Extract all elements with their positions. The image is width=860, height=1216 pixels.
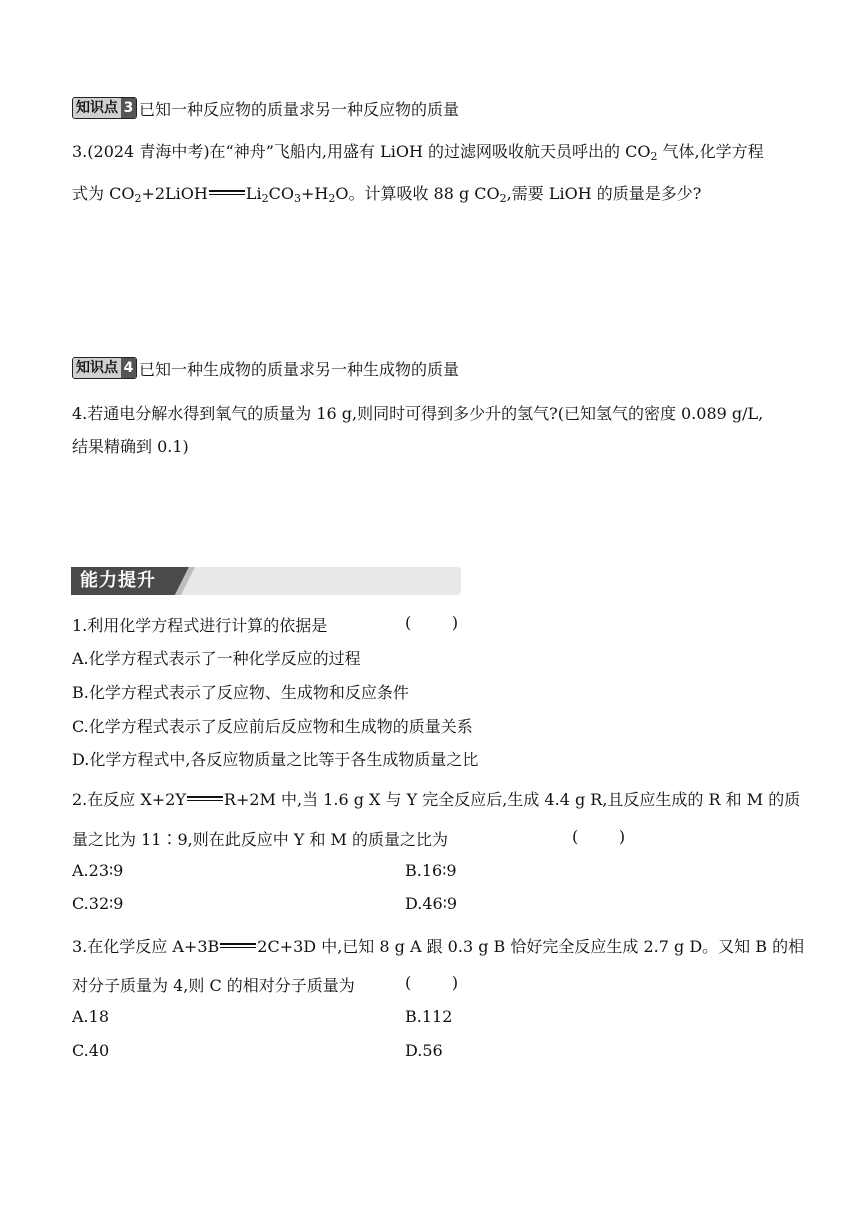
subscript: 3	[293, 192, 301, 205]
badge-label: 知识点	[73, 358, 121, 378]
q3-text: ,需要 LiOH 的质量是多少?	[506, 184, 702, 203]
option-d: D.56	[405, 1041, 443, 1060]
q3-text: CO	[268, 184, 294, 203]
subscript: 2	[499, 192, 507, 205]
knowledge-point-badge	[72, 357, 137, 379]
subscript: 2	[261, 192, 269, 205]
q3-text: +H	[300, 184, 329, 203]
badge-number: 3	[121, 98, 136, 118]
q3-text: 3.(2024 青海中考)在“神舟”飞船内,用盛有 LiOH 的过滤网吸收航天员呼出的 CO	[72, 142, 651, 161]
answer-paren: ( )	[405, 613, 459, 632]
problem-2-line-1	[72, 787, 800, 810]
section-title: 能力提升	[80, 570, 156, 591]
equals-sign	[220, 941, 256, 949]
option-d: D.化学方程式中,各反应物质量之比等于各生成物质量之比	[72, 750, 479, 769]
option-c: C.40	[72, 1041, 110, 1060]
section-banner	[71, 567, 461, 595]
badge-number: 4	[121, 358, 136, 378]
question-3-line-2	[72, 181, 701, 204]
question-3-line-1	[72, 139, 764, 162]
option-b: B.112	[405, 1007, 453, 1026]
p3-text: 2C+3D 中,已知 8 g A 跟 0.3 g B 恰好完全反应生成 2.7 g D。又知 B 的相	[257, 937, 805, 956]
knowledge-point-title: 已知一种反应物的质量求另一种反应物的质量	[139, 99, 460, 119]
answer-paren: ( )	[572, 827, 626, 846]
question-4-line-2: 结果精确到 0.1)	[72, 437, 189, 456]
p3-text: 3.在化学反应 A+3B	[72, 937, 220, 956]
option-b: B.16∶9	[405, 861, 457, 880]
knowledge-point-4-heading	[72, 358, 459, 378]
problem-3-line-2: 对分子质量为 4,则 C 的相对分子质量为	[72, 976, 355, 995]
option-a: A.18	[72, 1007, 109, 1026]
q3-text: +2LiOH	[141, 184, 208, 203]
knowledge-point-title: 已知一种生成物的质量求另一种生成物的质量	[139, 359, 460, 379]
subscript: 2	[328, 192, 336, 205]
knowledge-point-3-heading	[72, 98, 459, 118]
option-c: C.32∶9	[72, 894, 124, 913]
equals-sign	[209, 188, 245, 196]
option-d: D.46∶9	[405, 894, 458, 913]
knowledge-point-badge	[72, 97, 137, 119]
option-b: B.化学方程式表示了反应物、生成物和反应条件	[72, 683, 409, 702]
problem-2-line-2: 量之比为 11∶9,则在此反应中 Y 和 M 的质量之比为	[72, 830, 449, 849]
equals-sign	[187, 794, 223, 802]
q3-text: 气体,化学方程	[657, 142, 764, 161]
problem-1-stem: 1.利用化学方程式进行计算的依据是	[72, 616, 328, 635]
option-a: A.化学方程式表示了一种化学反应的过程	[72, 649, 361, 668]
badge-label: 知识点	[73, 98, 121, 118]
q3-text: O。计算吸收 88 g CO	[335, 184, 500, 203]
option-a: A.23∶9	[72, 861, 124, 880]
subscript: 2	[134, 192, 142, 205]
p2-text: R+2M 中,当 1.6 g X 与 Y 完全反应后,生成 4.4 g R,且反应生成的 R 和 M 的质	[223, 790, 801, 809]
problem-3-line-1	[72, 934, 804, 957]
q3-text: 式为 CO	[72, 184, 135, 203]
q3-text: Li	[245, 184, 262, 203]
p2-text: 2.在反应 X+2Y	[72, 790, 186, 809]
subscript: 2	[650, 150, 658, 163]
answer-paren: ( )	[405, 973, 459, 992]
question-4-line-1: 4.若通电分解水得到氧气的质量为 16 g,则同时可得到多少升的氢气?(已知氢气的密度 0.089 g/L,	[72, 404, 764, 423]
option-c: C.化学方程式表示了反应前后反应物和生成物的质量关系	[72, 717, 473, 736]
